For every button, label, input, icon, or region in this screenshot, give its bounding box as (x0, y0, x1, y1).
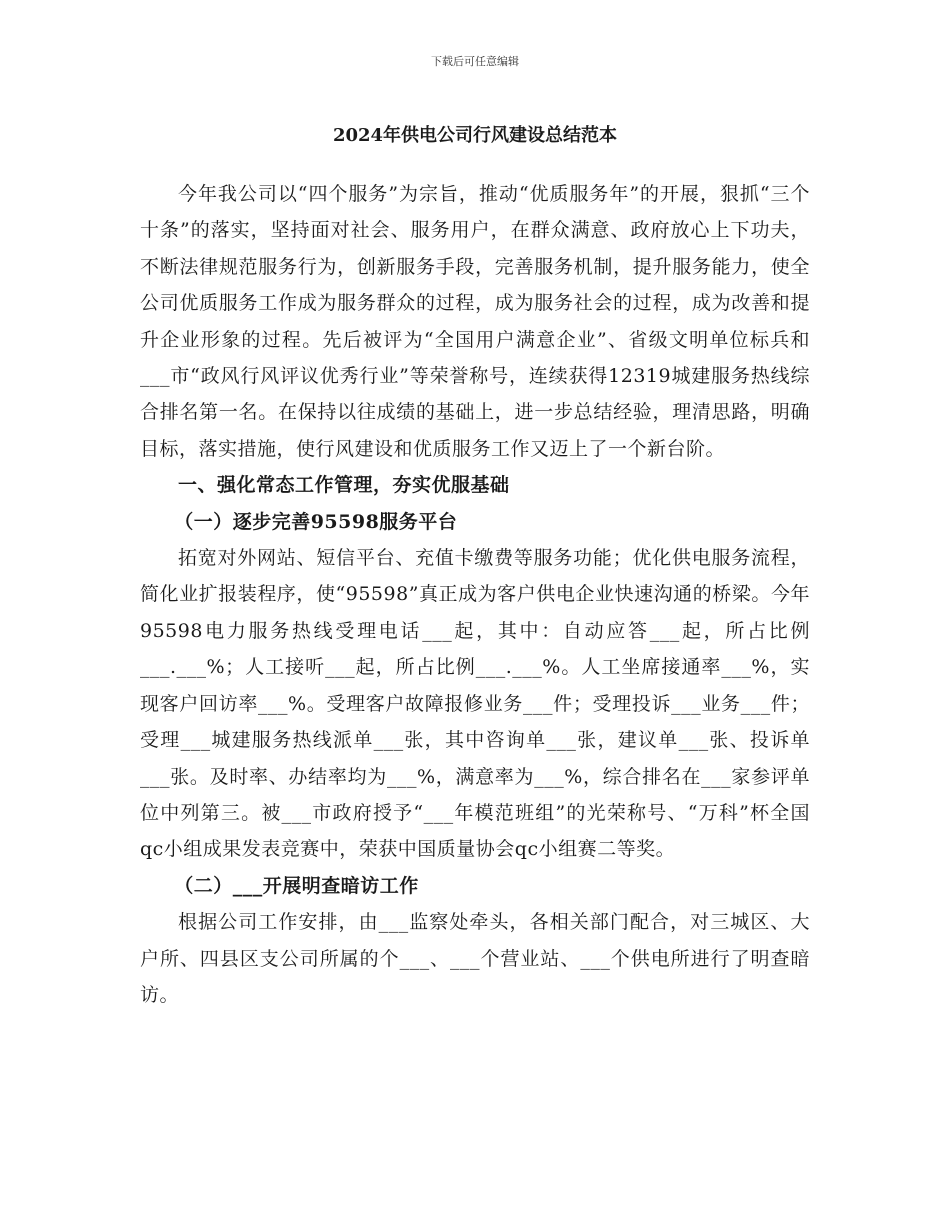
intro-paragraph: 今年我公司以“四个服务”为宗旨，推动“优质服务年”的开展，狠抓“三个十条”的落实，坚持面对社会、服务用户，在群众满意、政府放心上下功夫，不断法律规范服务行为，创新服务手段，完善服务机制，提升服务能力，使全公司优质服务工作成为服务群众的过程，成为服务社会的过程，成为改善和提升企业形象的过程。先后被评为“全国用户满意企业”、省级文明单位标兵和___市“政风行风评议优秀行业”等荣誉称号，连续获得12319城建服务热线综合排名第一名。在保持以往成绩的基础上，进一步总结经验，理清思路，明确目标，落实措施，使行风建设和优质服务工作又迈上了一个新台阶。 (140, 183, 810, 460)
subsection-1-paragraph: 拓宽对外网站、短信平台、充值卡缴费等服务功能；优化供电服务流程，简化业扩报装程序，使“95598”真正成为客户供电企业快速沟通的桥梁。今年95598电力服务热线受理电话___起，其中：自动应答___起，所占比例___.___%；人工接听___起，所占比例___.___%。人工坐席接通率___%，实现客户回访率___%。受理客户故障报修业务___件；受理投诉___业务___件；受理___城建服务热线派单___张，其中咨询单___张，建议单___张、投诉单___张。及时率、办结率均为___%，满意率为___%，综合排名在___家参评单位中列第三。被___市政府授予“___年模范班组”的光荣称号、“万科”杯全国qc小组成果发表竞赛中，荣获中国质量协会qc小组赛二等奖。 (140, 547, 810, 861)
document-title: 2024年供电公司行风建设总结范本 (332, 125, 618, 146)
section-heading-1: 一、强化常态工作管理，夯实优服基础 (178, 474, 510, 497)
subsection-2-paragraph: 根据公司工作安排，由___监察处牵头，各相关部门配合，对三城区、大户所、四县区支公司所属的个___、___个营业站、___个供电所进行了明查暗访。 (140, 911, 810, 1006)
header-note: 下载后可任意编辑 (431, 55, 519, 68)
subsection-heading-1: （一）逐步完善95598服务平台 (174, 510, 458, 533)
document-body (140, 118, 810, 1013)
subsection-heading-2: （二）___开展明查暗访工作 (174, 874, 419, 897)
